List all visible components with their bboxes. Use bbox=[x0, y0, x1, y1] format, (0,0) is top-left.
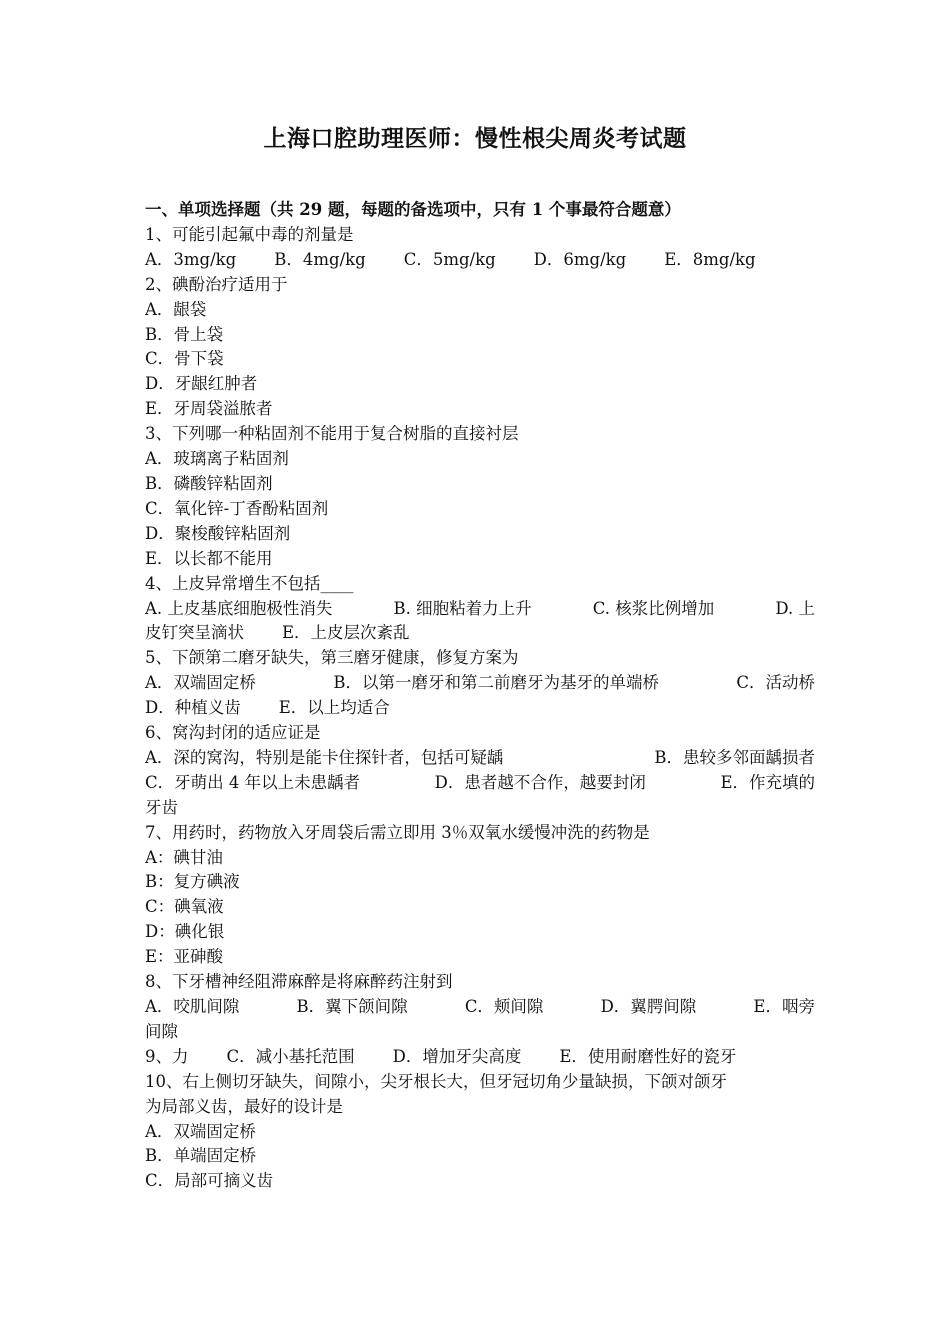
question-8-options-line-2: 间隙 bbox=[145, 1021, 178, 1041]
option-a: A．龈袋 bbox=[145, 299, 207, 319]
option-b: B．翼下颌间隙 bbox=[296, 997, 408, 1016]
option-a: A．双端固定桥 bbox=[145, 1121, 256, 1141]
option-b: B．4mg/kg bbox=[274, 249, 366, 269]
question-3-stem: 3、下列哪一种粘固剂不能用于复合树脂的直接衬层 bbox=[145, 424, 519, 444]
document-body bbox=[145, 198, 815, 1194]
option-c: C．减小基托范围 bbox=[226, 1046, 355, 1066]
option-b: B．骨上袋 bbox=[145, 324, 224, 344]
option-c: C：碘氧液 bbox=[145, 897, 224, 917]
option-d: D．翼腭间隙 bbox=[600, 997, 697, 1016]
question-6-options-line-1 bbox=[145, 746, 815, 771]
option-a: A：碘甘油 bbox=[145, 847, 223, 867]
option-c: C．氧化锌-丁香酚粘固剂 bbox=[145, 498, 329, 518]
question-5-options-line-2 bbox=[145, 696, 815, 721]
option-e: E．上皮层次紊乱 bbox=[282, 623, 410, 643]
option-b: B．以第一磨牙和第二前磨牙为基牙的单端桥 bbox=[333, 673, 659, 693]
option-c: C．骨下袋 bbox=[145, 349, 224, 369]
question-5-stem: 5、下颌第二磨牙缺失，第三磨牙健康，修复方案为 bbox=[145, 648, 519, 668]
option-a: A．玻璃离子粘固剂 bbox=[145, 449, 289, 469]
question-10-stem-line-1: 10、右上侧切牙缺失，间隙小，尖牙根长大，但牙冠切角少量缺损，下颌对颌牙 bbox=[145, 1071, 727, 1091]
option-e: E．咽旁 bbox=[753, 997, 815, 1016]
question-1-options bbox=[145, 248, 815, 273]
option-d: D. 上 bbox=[775, 598, 815, 618]
option-e: E：亚砷酸 bbox=[145, 947, 224, 967]
option-c: C．局部可摘义齿 bbox=[145, 1171, 274, 1191]
option-c: C．活动桥 bbox=[736, 673, 815, 693]
option-d: D．种植义齿 bbox=[145, 698, 241, 718]
option-e: E．以上均适合 bbox=[278, 698, 390, 718]
option-b: B．患较多邻面龋损者 bbox=[654, 747, 815, 767]
option-d: D．聚梭酸锌粘固剂 bbox=[145, 523, 291, 543]
question-5-options-line-1 bbox=[145, 671, 815, 696]
option-a: A. 上皮基底细胞极性消失 bbox=[145, 598, 333, 618]
option-d-cont: 皮钉突呈滴状 bbox=[145, 623, 244, 643]
document-title: 上海口腔助理医师：慢性根尖周炎考试题 bbox=[263, 125, 687, 152]
question-4-options-line-2 bbox=[145, 621, 815, 646]
question-9-line bbox=[145, 1045, 815, 1070]
section-heading: 一、单项选择题（共 29 题，每题的备选项中，只有 1 个事最符合题意） bbox=[145, 200, 681, 219]
option-e: E．牙周袋溢脓者 bbox=[145, 399, 273, 419]
option-a: A．双端固定桥 bbox=[145, 673, 256, 693]
option-c: C．牙萌出 4 年以上未患龋者 bbox=[145, 772, 361, 792]
option-c: C．颊间隙 bbox=[464, 997, 544, 1016]
question-4-stem: 4、上皮异常增生不包括____ bbox=[145, 573, 354, 593]
question-6-options-line-2 bbox=[145, 771, 815, 796]
option-a: A．咬肌间隙 bbox=[145, 997, 240, 1016]
option-d: D．牙龈红肿者 bbox=[145, 374, 258, 394]
question-8-options-line-1 bbox=[145, 995, 815, 1020]
question-4-options-line-1 bbox=[145, 597, 815, 622]
option-d: D．6mg/kg bbox=[533, 249, 627, 269]
option-d: D：碘化银 bbox=[145, 922, 225, 942]
question-7-stem: 7、用药时，药物放入牙周袋后需立即用 3％双氧水缓慢冲洗的药物是 bbox=[145, 822, 650, 842]
option-d: D．增加牙尖高度 bbox=[392, 1046, 522, 1066]
question-1-stem: 1、可能引起氟中毒的剂量是 bbox=[145, 224, 354, 244]
option-b: B. 细胞粘着力上升 bbox=[393, 598, 532, 618]
option-b: B．单端固定桥 bbox=[145, 1146, 257, 1166]
option-e: E．使用耐磨性好的瓷牙 bbox=[559, 1046, 737, 1066]
option-b: B．磷酸锌粘固剂 bbox=[145, 473, 273, 493]
question-6-options-line-3: 牙齿 bbox=[145, 797, 178, 817]
option-e: E．8mg/kg bbox=[664, 249, 756, 269]
question-2-stem: 2、碘酚治疗适用于 bbox=[145, 274, 288, 294]
option-b: B：复方碘液 bbox=[145, 872, 240, 892]
option-a: A．3mg/kg bbox=[145, 249, 237, 269]
option-c: C. 核浆比例增加 bbox=[592, 598, 715, 618]
option-e: E．作充填的 bbox=[720, 772, 815, 792]
option-a: A．深的窝沟，特别是能卡住探针者，包括可疑龋 bbox=[145, 747, 504, 767]
question-9-stem: 9、力 bbox=[145, 1046, 189, 1066]
question-8-stem: 8、下牙槽神经阻滞麻醉是将麻醉药注射到 bbox=[145, 972, 453, 992]
question-10-stem-line-2: 为局部义齿，最好的设计是 bbox=[145, 1096, 343, 1116]
option-c: C．5mg/kg bbox=[403, 249, 496, 269]
question-6-stem: 6、窝沟封闭的适应证是 bbox=[145, 723, 321, 743]
option-e: E．以长都不能用 bbox=[145, 548, 273, 568]
option-d: D．患者越不合作，越要封闭 bbox=[434, 772, 646, 792]
